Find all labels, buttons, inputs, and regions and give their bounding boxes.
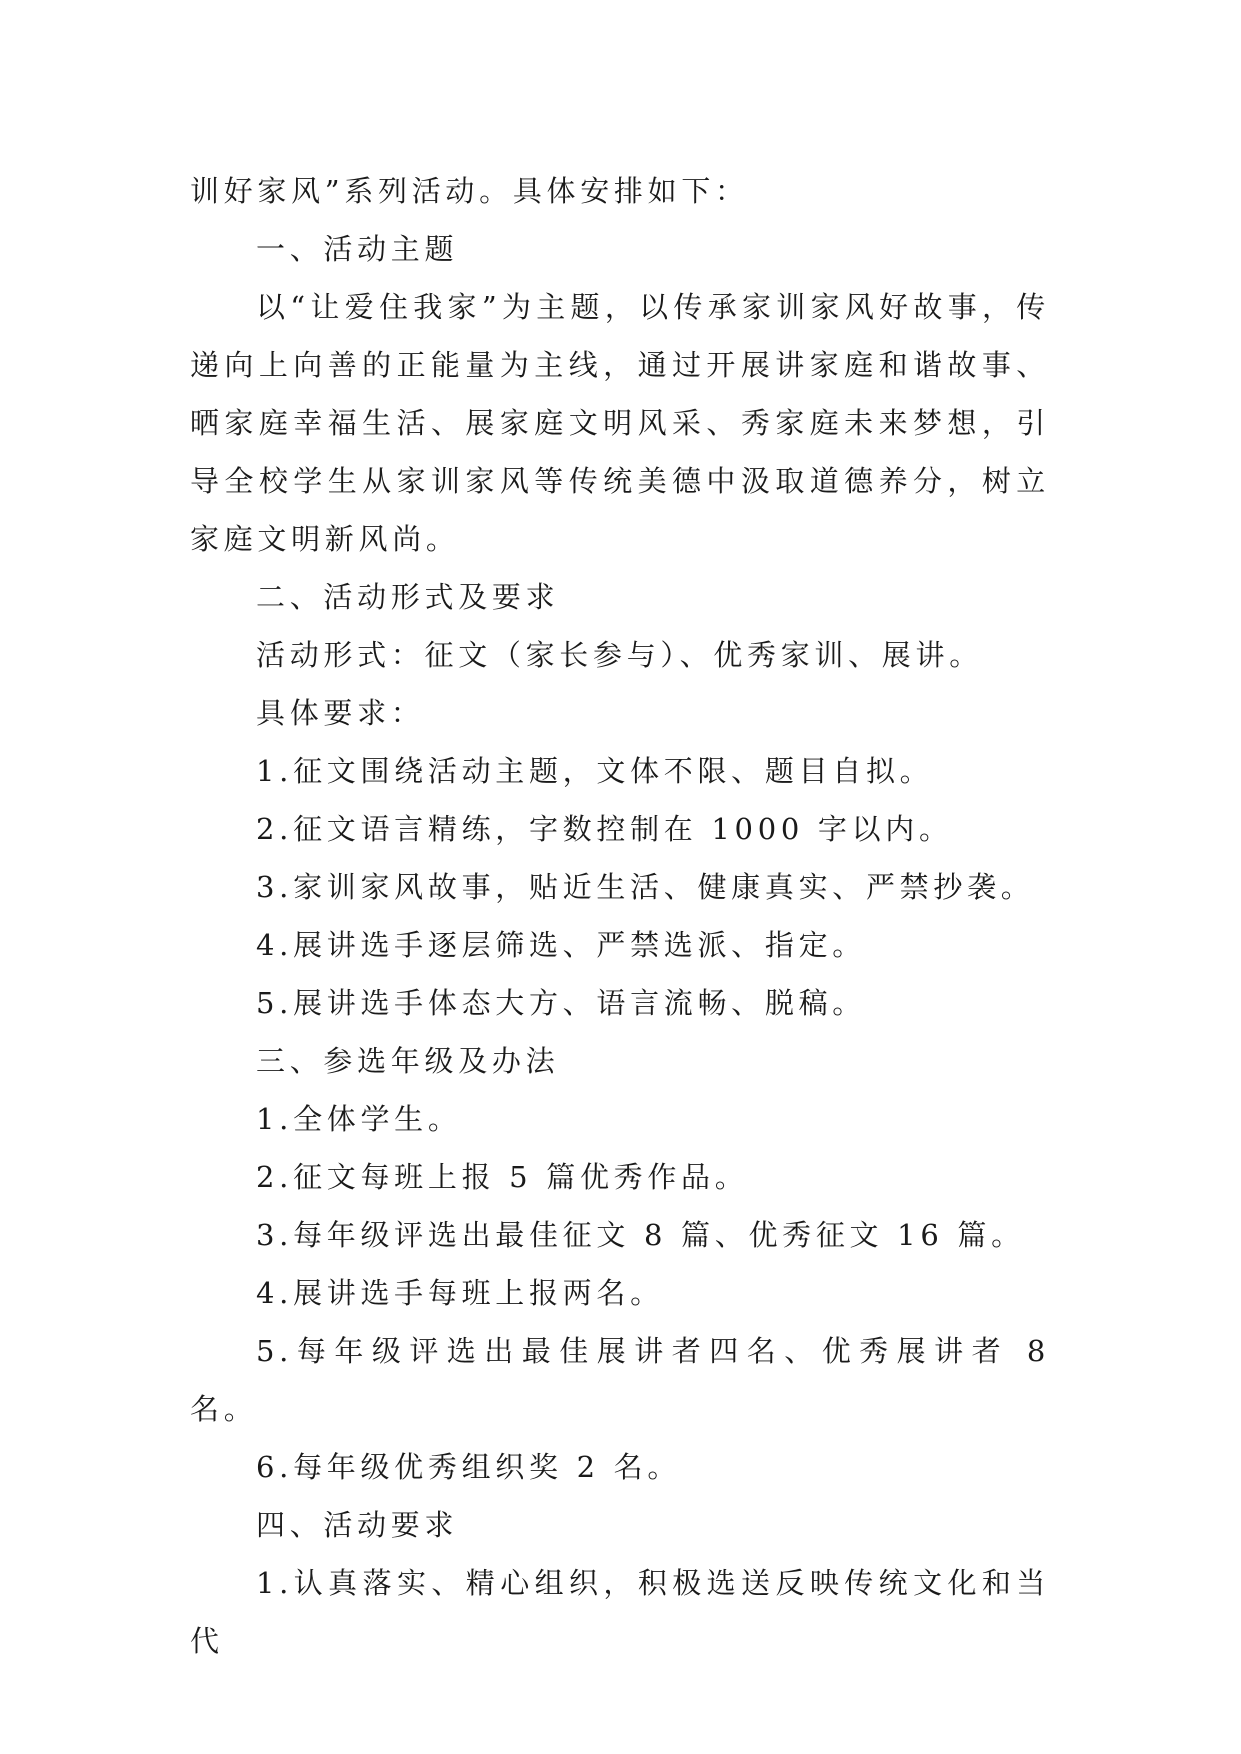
paragraph-intro-continuation: 训好家风”系列活动。具体安排如下：: [190, 174, 749, 208]
heading-activity-requirements: 四、活动要求: [256, 1508, 459, 1542]
heading-activity-format: 二、活动形式及要求: [256, 580, 560, 614]
list-item-requirement-3: 3.家训家风故事，贴近生活、健康真实、严禁抄袭。: [256, 870, 1035, 904]
heading-participants-method: 三、参选年级及办法: [256, 1044, 560, 1078]
paragraph-requirements-label: 具体要求：: [256, 696, 425, 730]
list-item-method-4: 4.展讲选手每班上报两名。: [256, 1276, 664, 1310]
list-item-activity-requirement-1: 1.认真落实、精心组织，积极选送反映传统文化和当代: [190, 1566, 1050, 1658]
paragraph-theme-description: 以“让爱住我家”为主题，以传承家训家风好故事，传递向上向善的正能量为主线，通过开展讲家庭和谐故事、晒家庭幸福生活、展家庭文明风采、秀家庭未来梦想，引导全校学生从家训家风等传统美德中汲取道德养分，树立家庭文明新风尚。: [190, 290, 1050, 556]
list-item-method-6: 6.每年级优秀组织奖 2 名。: [256, 1450, 682, 1484]
paragraph-activity-format: 活动形式：征文（家长参与）、优秀家训、展讲。: [256, 638, 983, 672]
list-item-method-5: 5.每年级评选出最佳展讲者四名、优秀展讲者 8 名。: [190, 1334, 1050, 1426]
list-item-method-2: 2.征文每班上报 5 篇优秀作品。: [256, 1160, 749, 1194]
list-item-requirement-2: 2.征文语言精练，字数控制在 1000 字以内。: [256, 812, 953, 846]
document-body: [190, 162, 1050, 1670]
list-item-method-3: 3.每年级评选出最佳征文 8 篇、优秀征文 16 篇。: [256, 1218, 1025, 1252]
list-item-requirement-4: 4.展讲选手逐层筛选、严禁选派、指定。: [256, 928, 866, 962]
heading-activity-theme: 一、活动主题: [256, 232, 459, 266]
list-item-requirement-5: 5.展讲选手体态大方、语言流畅、脱稿。: [256, 986, 866, 1020]
list-item-method-1: 1.全体学生。: [256, 1102, 462, 1136]
list-item-requirement-1: 1.征文围绕活动主题，文体不限、题目自拟。: [256, 754, 934, 788]
